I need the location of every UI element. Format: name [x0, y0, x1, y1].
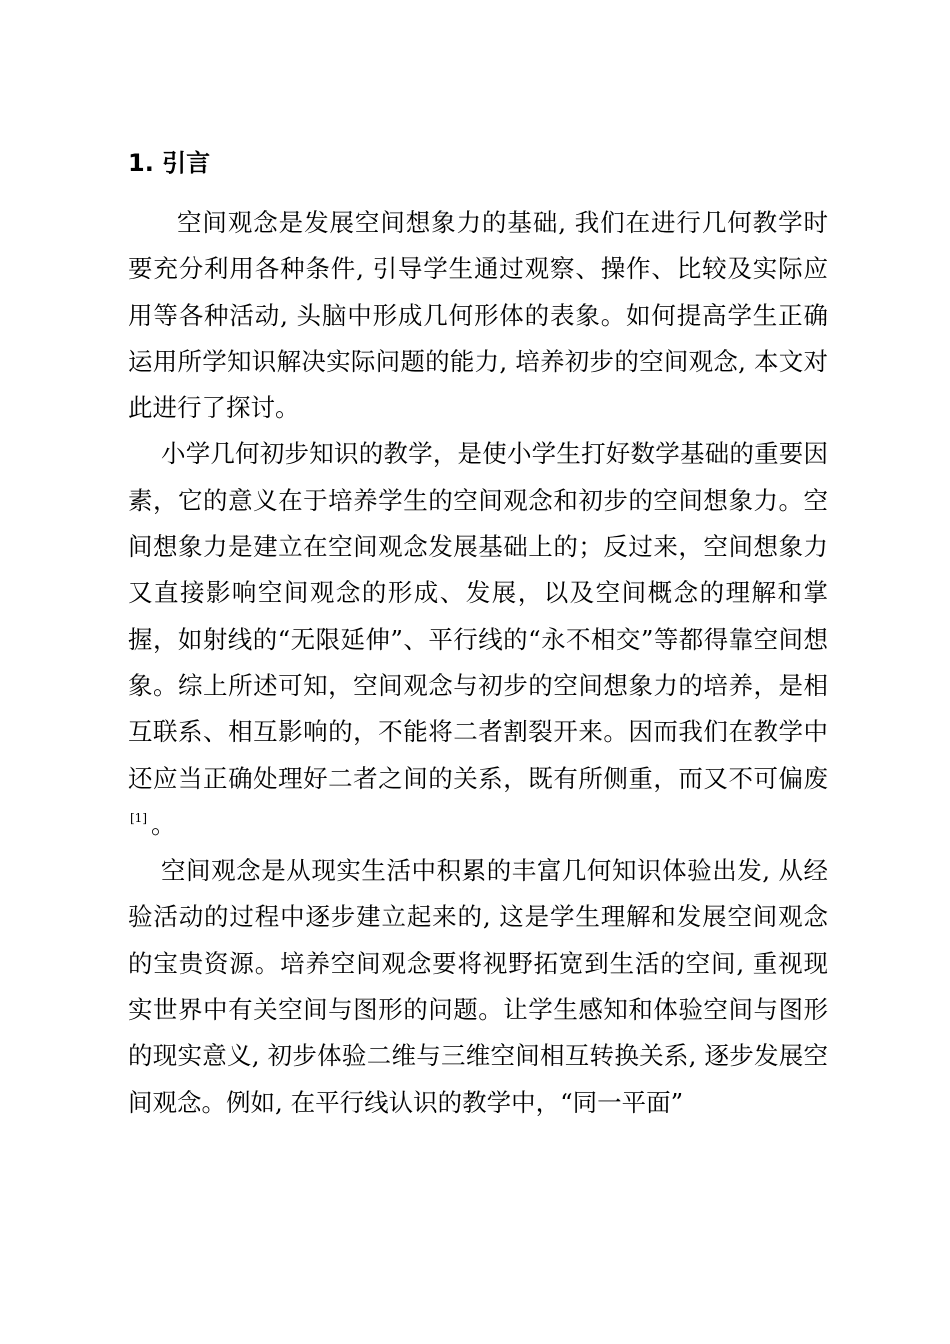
body-text	[128, 200, 828, 1126]
paragraph-ending-punctuation: 。	[151, 809, 176, 839]
paragraph-spatial-concept: 空间观念是从现实生活中积累的丰富几何知识体验出发, 从经验活动的过程中逐步建立起来的, 这是学生理解和发展空间观念的宝贵资源。培养空间观念要将视野拓宽到生活的空间, 重视现实世界中有关空间与图形的问题。让学生感知和体验空间与图形的现实意义, 初步体验二维与三维空间相互转换关系, 逐步发展空间观念。例如, 在平行线认识的教学中，“同一平面”	[128, 856, 828, 1117]
section-heading: 1. 引言	[128, 149, 211, 177]
paragraph-geometry-teaching	[128, 431, 828, 848]
citation-marker[interactable]: [1]	[130, 810, 147, 825]
paragraph-intro: 空间观念是发展空间想象力的基础, 我们在进行几何教学时要充分利用各种条件, 引导学生通过观察、操作、比较及实际应用等各种活动, 头脑中形成几何形体的表象。如何提高学生正确运用所学知识解决实际问题的能力, 培养初步的空间观念, 本文对此进行了探讨。	[128, 208, 828, 423]
paragraph-geometry-teaching-text: 小学几何初步知识的教学，是使小学生打好数学基础的重要因素，它的意义在于培养学生的空间观念和初步的空间想象力。空间想象力是建立在空间观念发展基础上的；反过来，空间想象力又直接影响空间观念的形成、发展，以及空间概念的理解和掌握，如射线的“无限延伸”、平行线的“永不相交”等都得靠空间想象。综上所述可知，空间观念与初步的空间想象力的培养，是相互联系、相互影响的，不能将二者割裂开来。因而我们在教学中还应当正确处理好二者之间的关系，既有所侧重，而又不可偏废	[128, 439, 828, 793]
